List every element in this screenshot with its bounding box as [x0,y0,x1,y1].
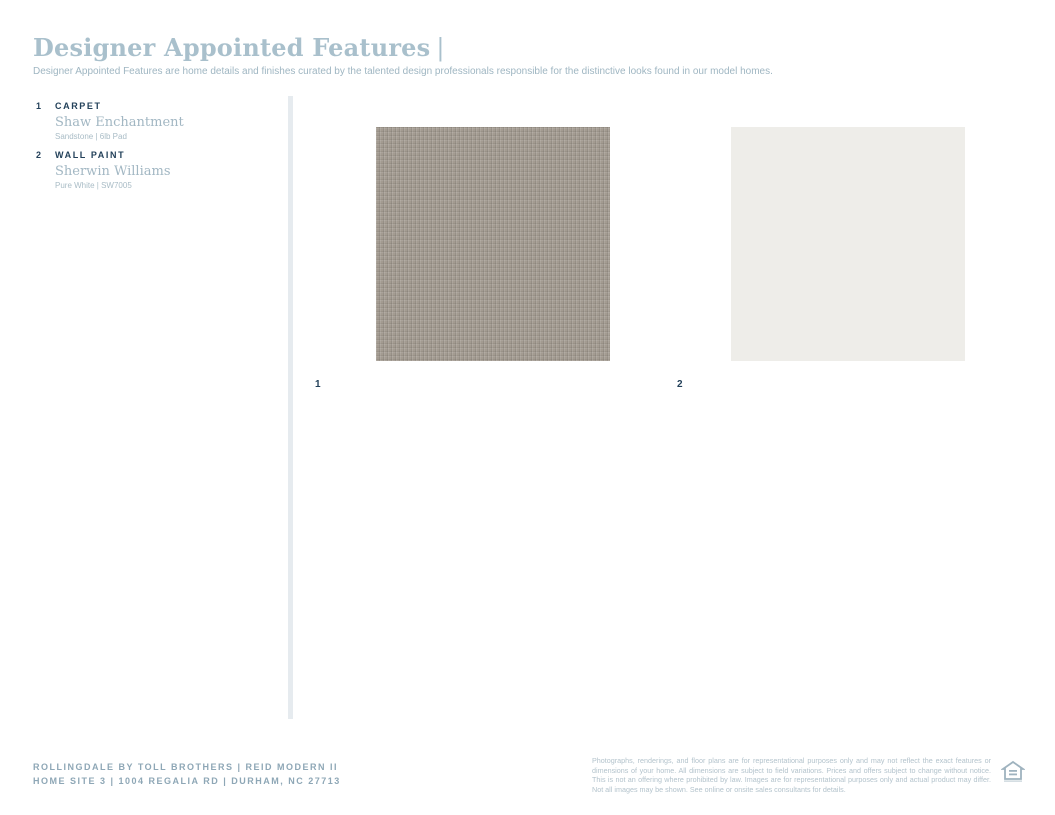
feature-category: CARPET [55,101,102,111]
feature-name: Shaw Enchantment [55,115,184,130]
community-info [33,760,341,788]
feature-detail: Pure White | SW7005 [55,181,132,190]
carpet-swatch [376,127,610,361]
feature-number: 1 [36,101,42,111]
feature-category: WALL PAINT [55,150,126,160]
equal-housing-opportunity-icon [1001,760,1025,784]
feature-item-wall-paint [36,149,276,190]
feature-item-carpet [36,100,276,141]
legal-disclaimer: Photographs, renderings, and floor plans are for representational purposes only and may not reflect the exact features or dimensions of your home. All dimensions are subject to field variations. Prices and offers subject to change without notice. This is not an offering where prohibited by law. Images are for representational purposes only and actual product may differ. Not all images may be shown. See online or onsite sales consultants for details. [592,756,991,794]
vertical-divider [288,96,293,719]
feature-name: Sherwin Williams [55,164,171,179]
feature-number: 2 [36,150,42,160]
swatch-number-1: 1 [315,379,321,390]
feature-header [36,149,276,161]
title-separator: | [436,34,445,62]
feature-header [36,100,276,112]
feature-detail: Sandstone | 6lb Pad [55,132,127,141]
page-title [33,33,445,62]
page-title-text: Designer Appointed Features [33,33,431,62]
page-subtitle: Designer Appointed Features are home details and finishes curated by the talented design professionals responsible for the distinctive looks found in our model homes. [33,66,773,77]
feature-list [36,100,276,198]
address-line: HOME SITE 3 | 1004 REGALIA RD | DURHAM, NC 27713 [33,776,341,786]
swatch-number-2: 2 [677,379,683,390]
paint-swatch [731,127,965,361]
community-line: ROLLINGDALE BY TOLL BROTHERS | REID MODERN II [33,762,339,772]
